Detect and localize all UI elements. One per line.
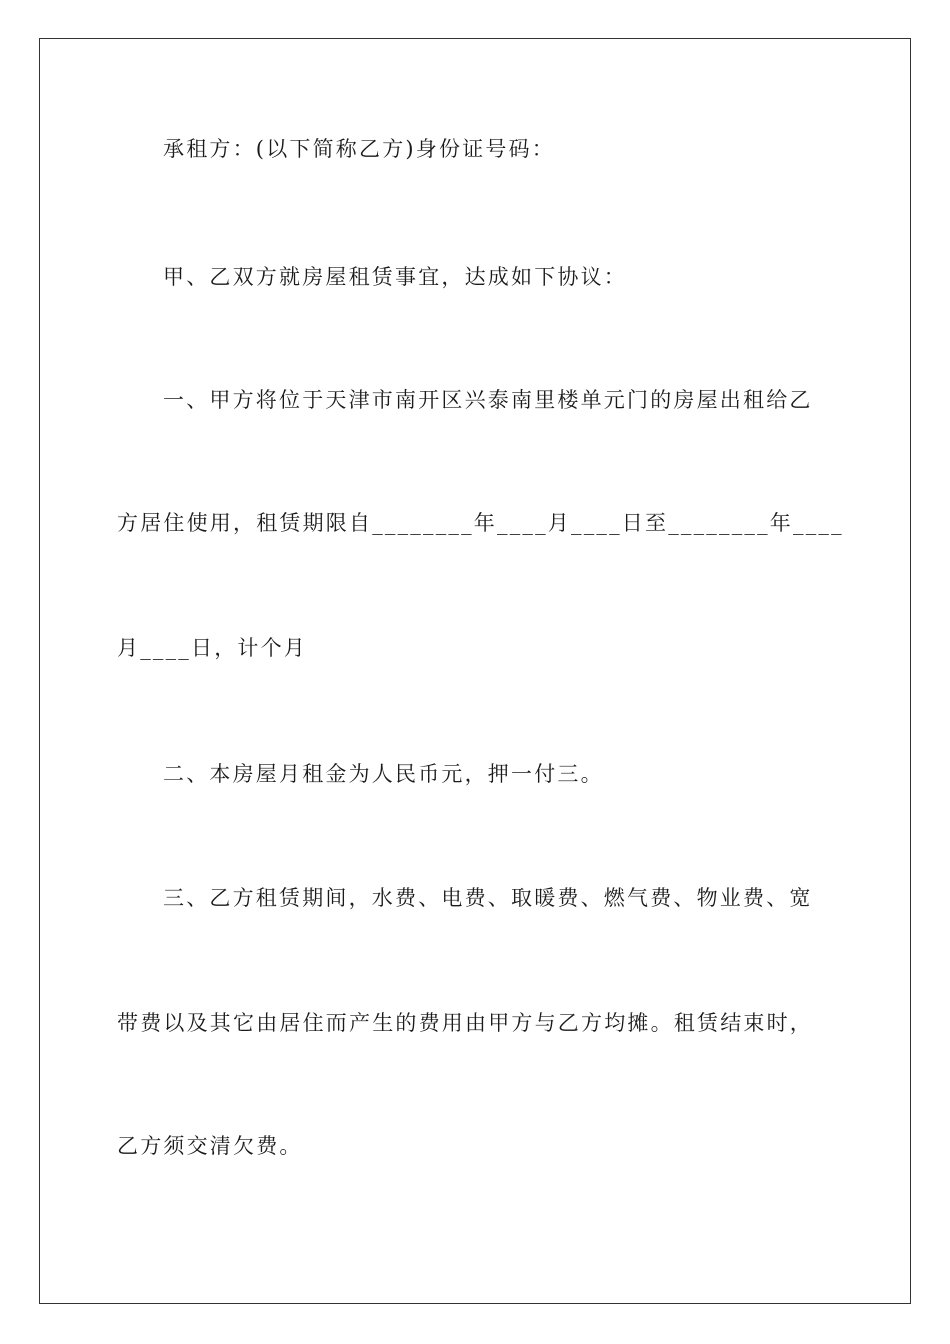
clause-3-line-3: 乙方须交清欠费。 <box>117 1134 303 1158</box>
clause-1-line-2: 方居住使用，租赁期限自________年____月____日至________年____ <box>117 511 844 535</box>
clause-2-line: 二、本房屋月租金为人民币元，押一付三。 <box>163 762 604 786</box>
clause-1-line-1: 一、甲方将位于天津市南开区兴泰南里楼单元门的房屋出租给乙 <box>163 388 813 412</box>
clause-3-line-2: 带费以及其它由居住而产生的费用由甲方与乙方均摊。租赁结束时， <box>117 1011 813 1035</box>
clause-1-line-3: 月____日，计个月 <box>117 636 307 660</box>
tenant-line: 承租方：(以下简称乙方)身份证号码： <box>163 137 555 161</box>
agreement-intro-line: 甲、乙双方就房屋租赁事宜，达成如下协议： <box>163 265 627 289</box>
clause-3-line-1: 三、乙方租赁期间，水费、电费、取暖费、燃气费、物业费、宽 <box>163 886 813 910</box>
page-frame <box>39 38 911 1304</box>
